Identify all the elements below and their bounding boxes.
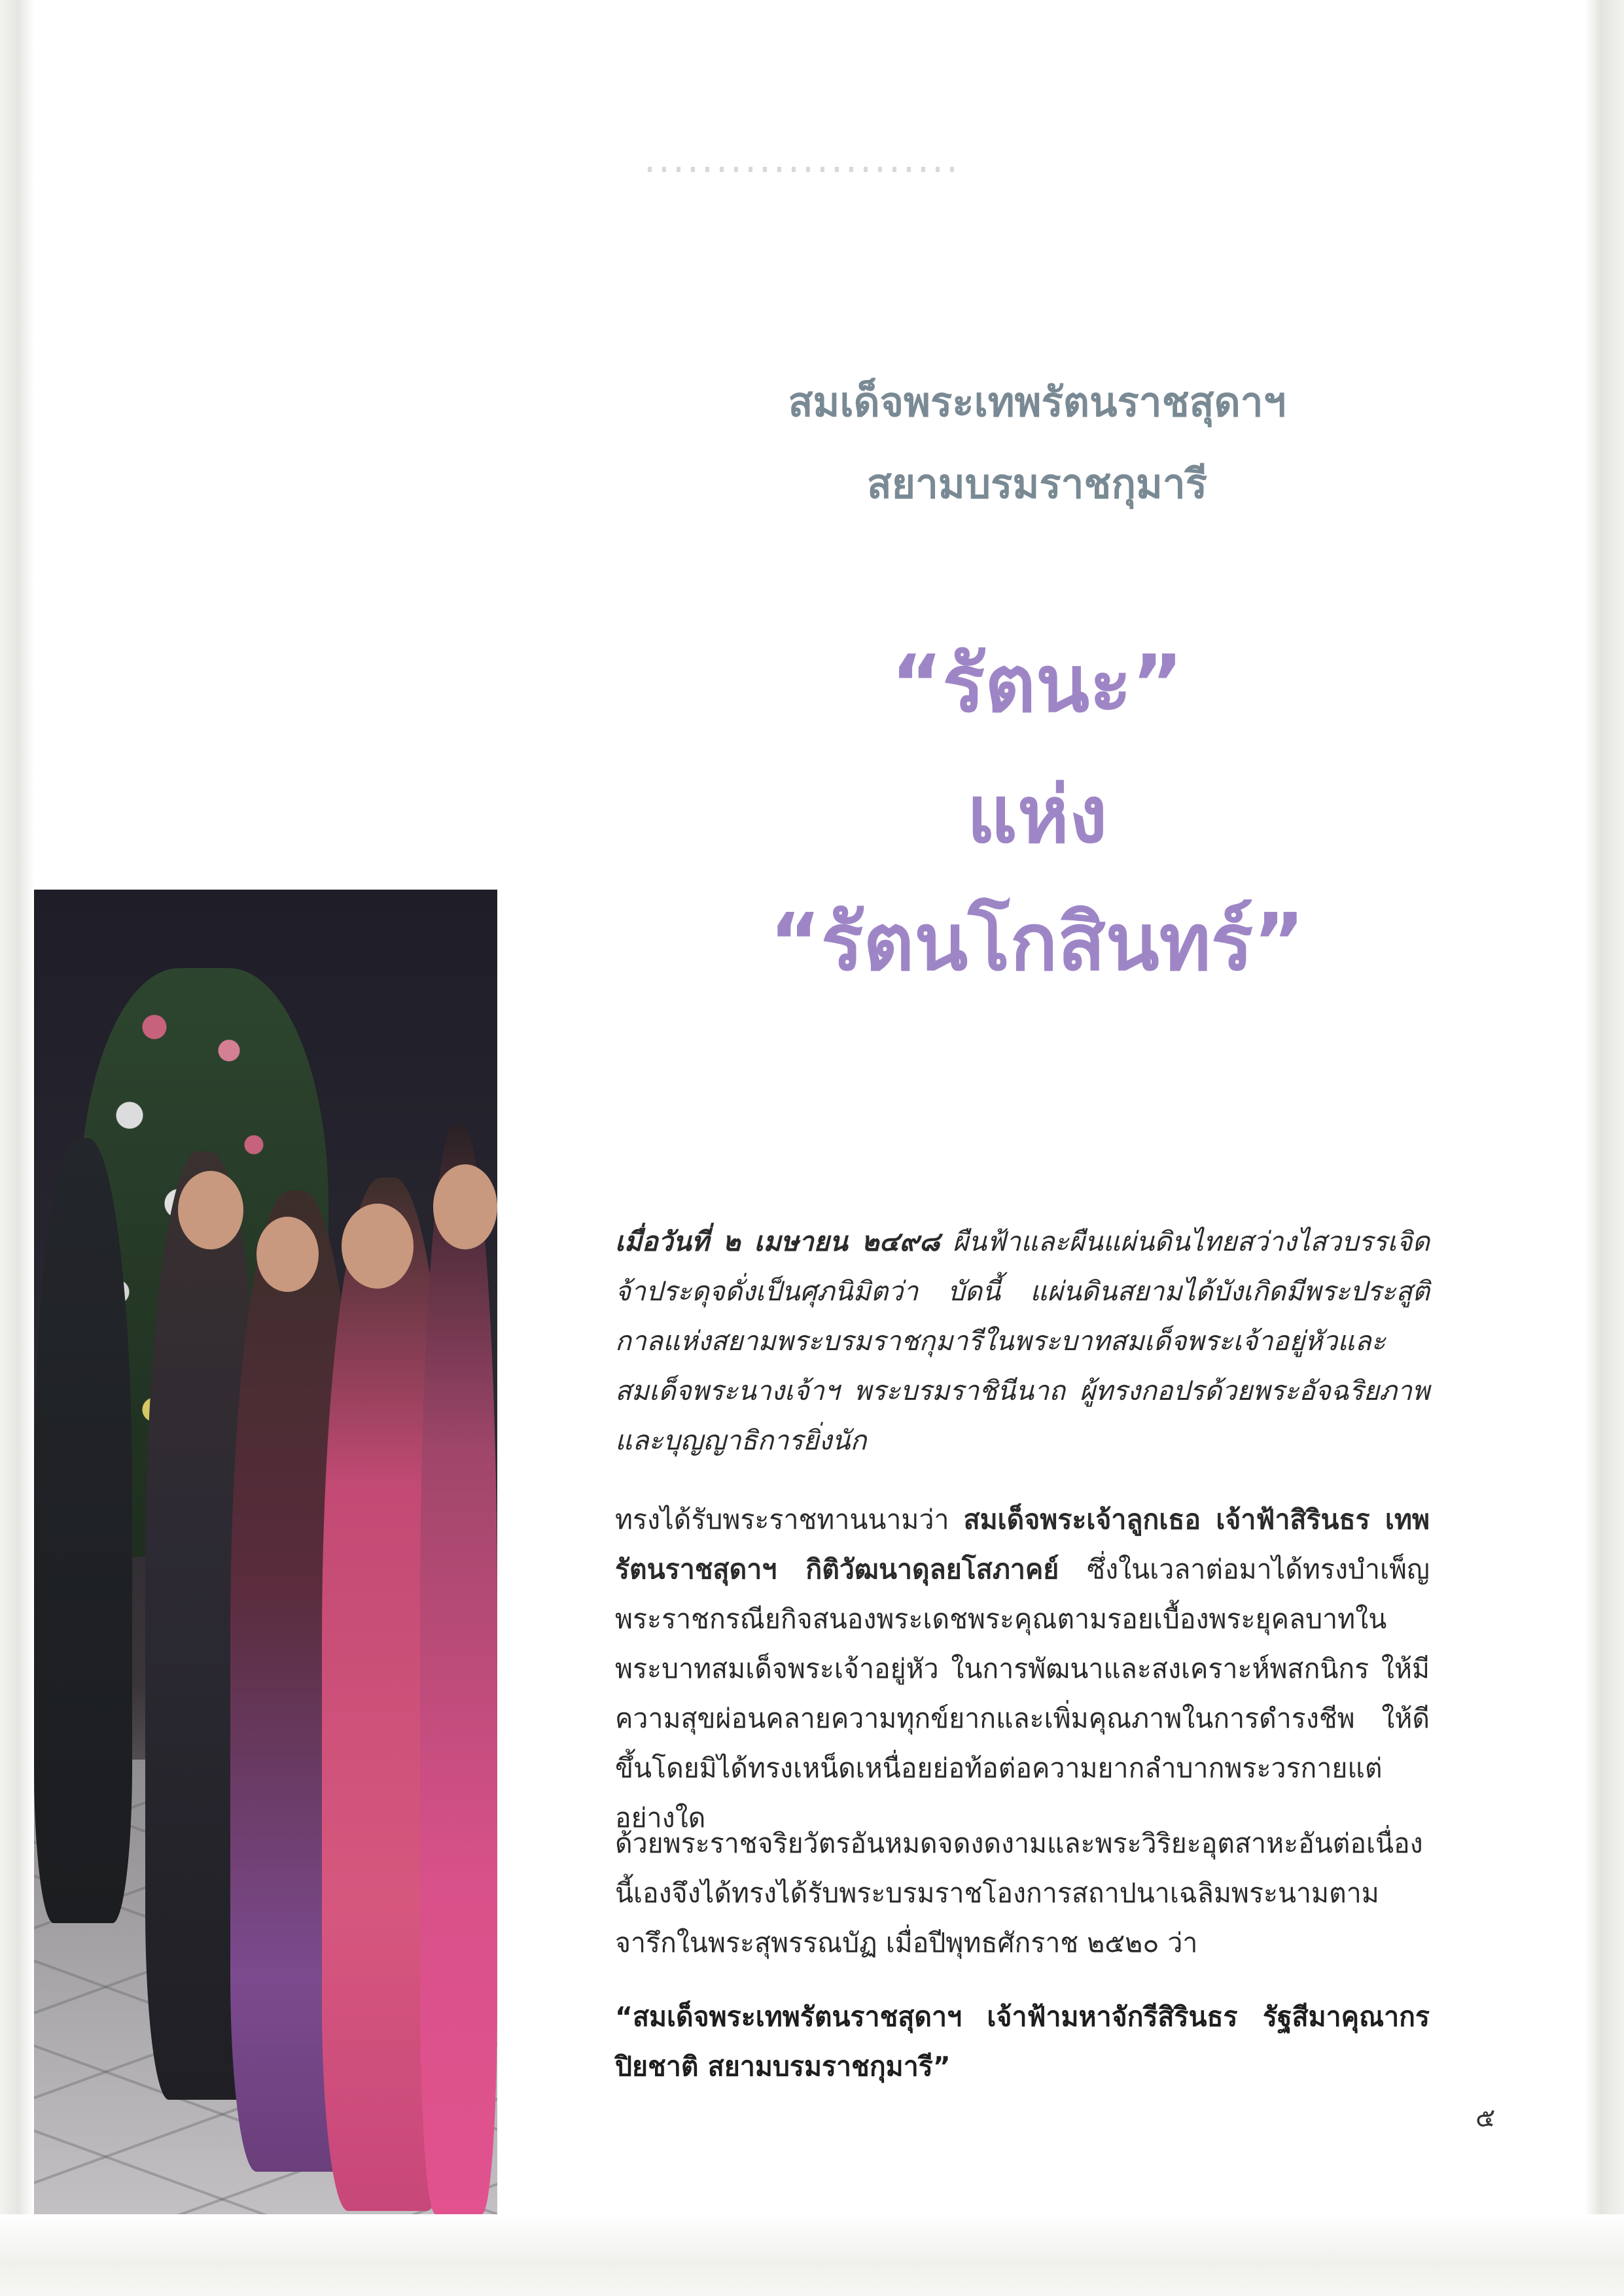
face xyxy=(433,1164,497,1249)
scan-edge-left xyxy=(0,0,34,2224)
paragraph-3: ด้วยพระราชจริยวัตรอันหมดจดงดงามและพระวิริยะอุตสาหะอันต่อเนื่องนี้เองจึงได้ทรงได้รับพระบรมราชโองการสถาปนาเฉลิมพระนามตามจารึกในพระสุพรรณบัฏ เมื่อปีพุทธศักราช ๒๕๒๐ ว่า xyxy=(615,1828,1423,1958)
paragraph-2-text-b: ซึ่งในเวลาต่อมาได้ทรงบำเพ็ญพระราชกรณียกิจสนองพระเดชพระคุณตามรอยเบื้องพระยุคลบาทในพระบาทสมเด็จพระเจ้าอยู่หัว ในการพัฒนาและสงเคราะห์พสกนิกร ให้มีความสุขผ่อนคลายความทุกข์ยากและเพิ่มคุณภาพในการดำรงชีพ ให้ดีขึ้นโดยมิได้ทรงเหน็ดเหนื่อยย่อท้อต่อความยากลำบากพระวรกายแต่อย่างใด xyxy=(615,1554,1430,1834)
face xyxy=(256,1217,319,1292)
title-line-3: “รัตนโกสินทร์” xyxy=(769,897,1305,988)
scan-edge-right xyxy=(1585,0,1624,2224)
paragraph-1-lead: เมื่อวันที่ ๒ เมษายน ๒๔๙๘ xyxy=(615,1226,940,1257)
scan-artifact xyxy=(648,167,962,172)
royal-title-quote: “สมเด็จพระเทพรัตนราชสุดาฯ เจ้าฟ้ามหาจักรีสิรินธร รัฐสีมาคุณากรปิยชาติ สยามบรมราชกุมารี” xyxy=(615,2001,1430,2082)
paragraph-2-royal-name: สมเด็จพระเจ้าลูกเธอ เจ้าฟ้าสิรินธร เทพรัตนราชสุดาฯ กิติวัฒนาดุลยโสภาคย์ xyxy=(615,1504,1430,1585)
photograph xyxy=(34,890,497,2214)
title-line-2: แห่ง xyxy=(966,770,1108,861)
page-number: ๕ xyxy=(1475,2103,1496,2133)
person xyxy=(420,1125,497,2214)
face xyxy=(342,1204,414,1289)
subtitle-line-2: สยามบรมราชกุมารี xyxy=(866,460,1208,508)
face xyxy=(178,1171,243,1249)
title-line-1: “รัตนะ” xyxy=(891,639,1184,730)
subtitle-line-1: สมเด็จพระเทพรัตนราชสุดาฯ xyxy=(788,378,1286,426)
person-uniform xyxy=(34,1138,132,1923)
paragraph-1-text: ผืนฟ้าและผืนแผ่นดินไทยสว่างไสวบรรเจิดจ้าประดุจดั่งเป็นศุภนิมิตว่า บัดนี้ แผ่นดินสยามได้บังเกิดมีพระประสูติกาลแห่งสยามพระบรมราชกุมารีในพระบาทสมเด็จพระเจ้าอยู่หัวและสมเด็จพระนางเจ้าฯ พระบรมราชินีนาถ ผู้ทรงกอปรด้วยพระอัจฉริยภาพและบุญญาธิการยิ่งนัก xyxy=(615,1226,1430,1456)
paragraph-2-text-a: ทรงได้รับพระราชทานนามว่า xyxy=(615,1504,964,1535)
paragraph-1 xyxy=(615,1217,1430,1465)
paragraph-2 xyxy=(615,1495,1430,1843)
scan-edge-bottom xyxy=(0,2214,1624,2296)
